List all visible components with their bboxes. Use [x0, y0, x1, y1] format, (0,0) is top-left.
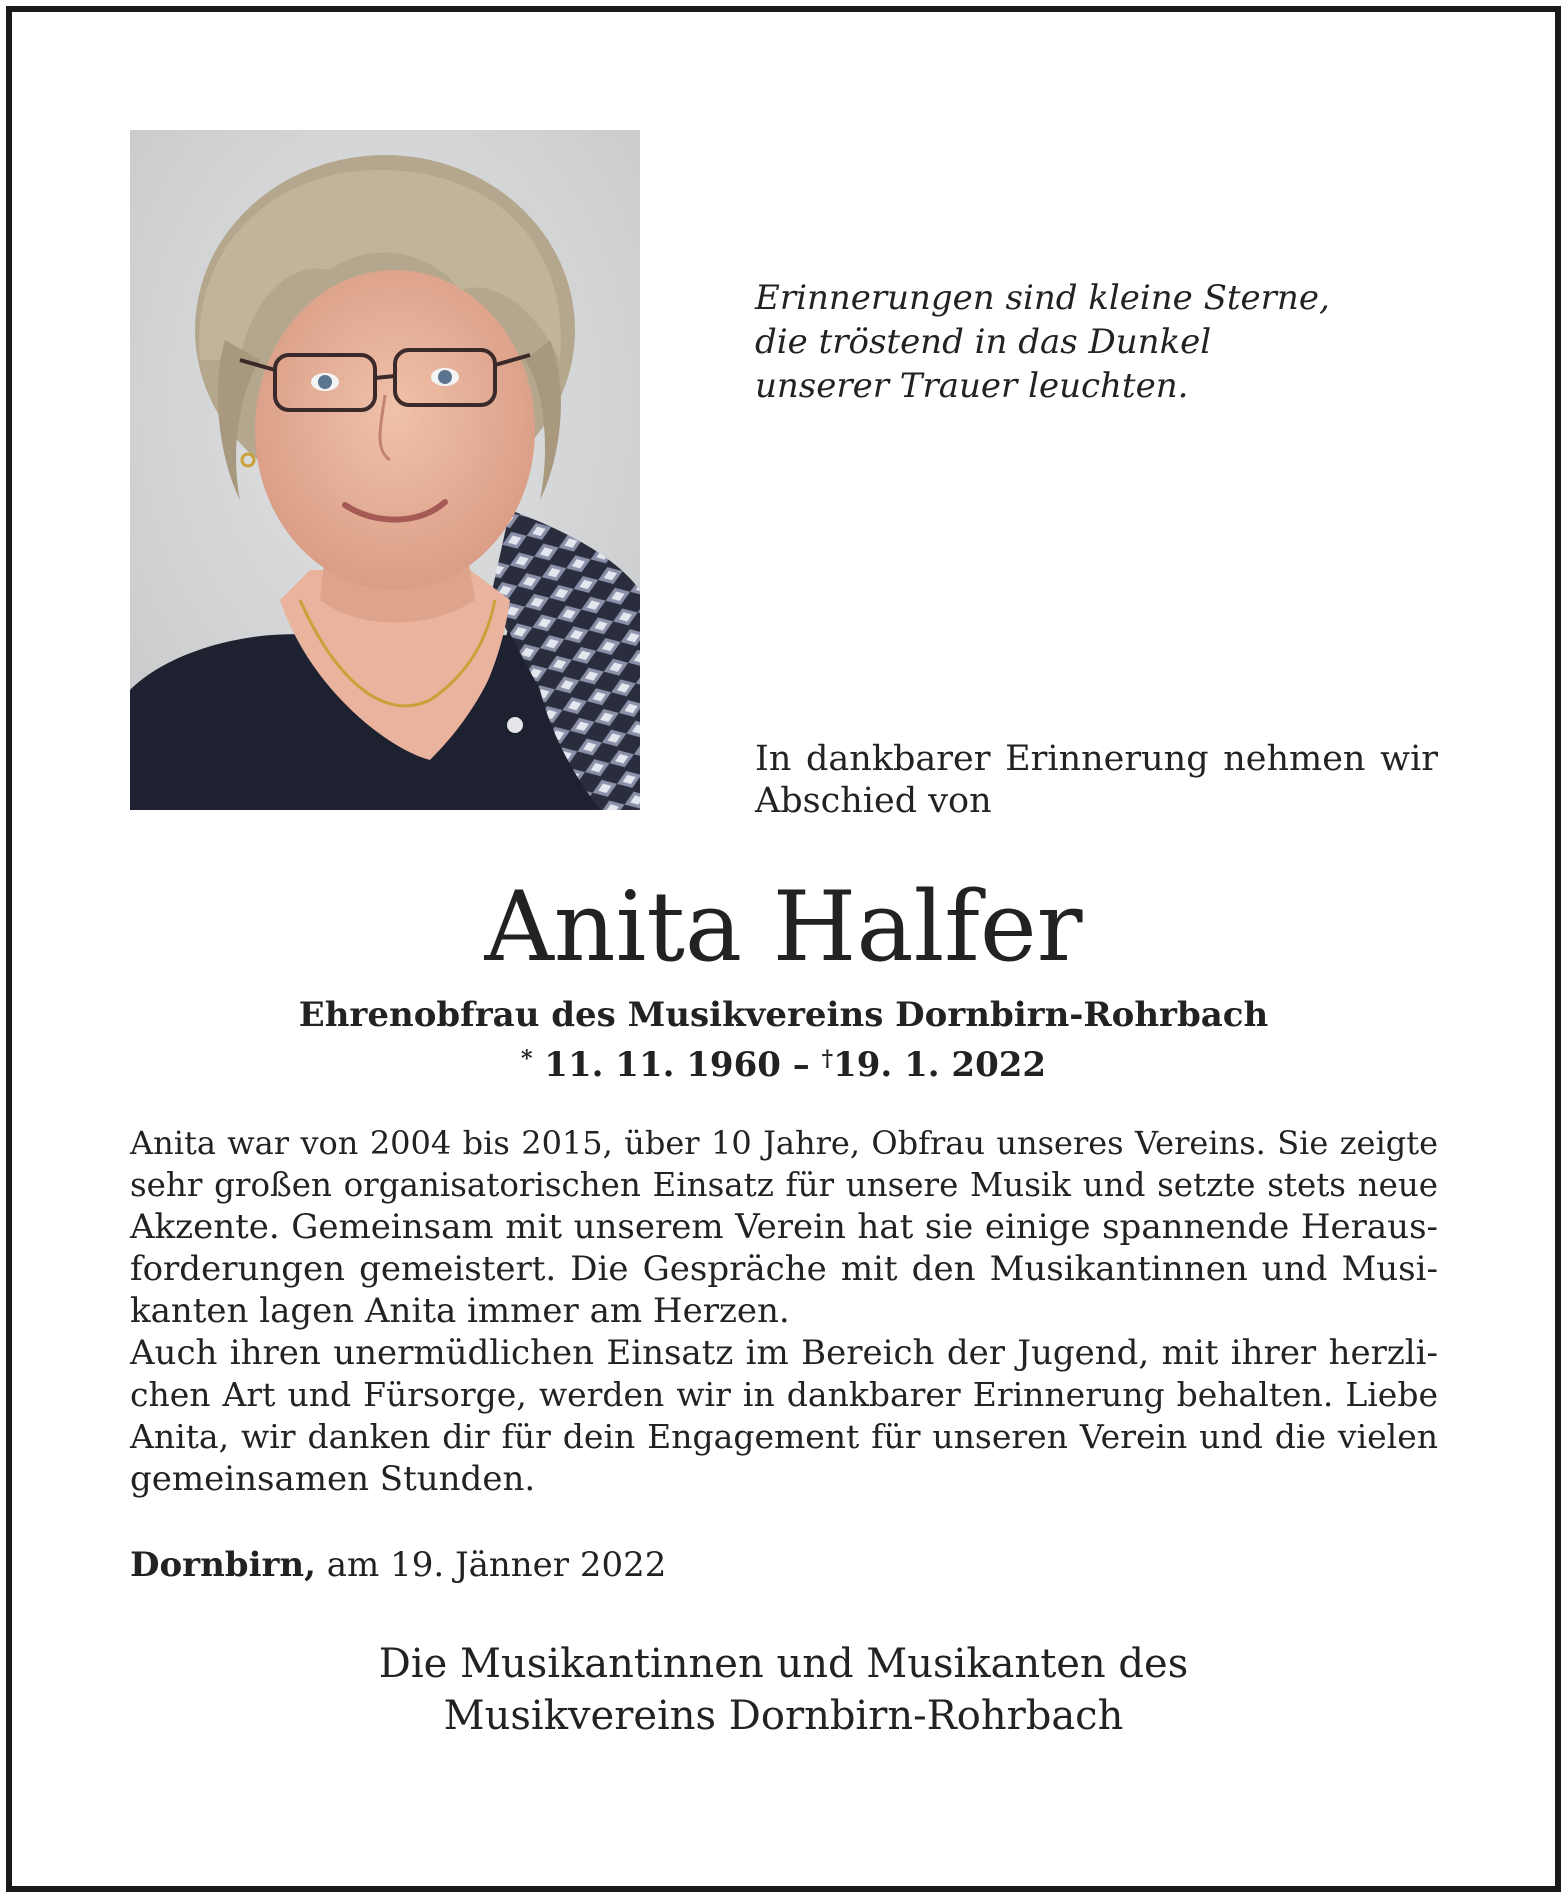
quote-line: Erinnerungen sind kleine Sterne, — [755, 278, 1330, 318]
quote-line: die tröstend in das Dunkel — [755, 322, 1212, 362]
deceased-title: Ehrenobfrau des Musikvereins Dornbirn-Rohrbach — [298, 995, 1269, 1035]
birth-symbol: * — [520, 1046, 533, 1072]
quote-line: unserer Trauer leuchten. — [755, 366, 1189, 406]
body-line: Auch ihren unermüdlichen Einsatz im Bereich der Jugend, mit ihrer herzli- — [130, 1333, 1438, 1373]
date: am 19. Jänner 2022 — [326, 1545, 667, 1585]
body-line: Anita, wir danken dir für dein Engagement für unseren Verein und die vielen — [130, 1417, 1438, 1456]
place-date — [130, 1544, 666, 1586]
body-line: forderungen gemeistert. Die Gespräche mit den Musikantinnen und Musi- — [130, 1249, 1438, 1289]
signoff-line: Musikvereins Dornbirn-Rohrbach — [443, 1693, 1124, 1739]
deceased-name: Anita Halfer — [484, 871, 1083, 983]
body-line: Anita war von 2004 bis 2015, über 10 Jahre, Obfrau unseres Vereins. Sie zeigte — [130, 1124, 1438, 1162]
portrait-icon — [130, 130, 640, 810]
obituary-body — [130, 1122, 1438, 1500]
death-symbol: † — [821, 1046, 834, 1072]
place: Dornbirn, — [130, 1545, 316, 1585]
body-line: gemeinsamen Stunden. — [130, 1459, 536, 1499]
life-dates — [0, 1038, 1567, 1086]
body-line: Akzente. Gemeinsam mit unserem Verein hat sie einige spannende Heraus- — [130, 1207, 1438, 1247]
body-line: kanten lagen Anita immer am Herzen. — [130, 1291, 790, 1331]
memorial-quote — [755, 276, 1445, 408]
death-date: 19. 1. 2022 — [833, 1045, 1047, 1085]
portrait-photo — [130, 130, 640, 810]
body-line: chen Art und Fürsorge, werden wir in dankbarer Erinnerung behalten. Liebe — [130, 1375, 1438, 1414]
body-line: sehr großen organisatorischen Einsatz für unsere Musik und setzte stets neue — [130, 1166, 1438, 1204]
signoff — [0, 1638, 1567, 1742]
signoff-line: Die Musikantinnen und Musikanten des — [378, 1641, 1189, 1687]
birth-date: 11. 11. 1960 — [544, 1045, 781, 1085]
intro-text: In dankbarer Erinnerung nehmen wir Abschied von — [755, 739, 1438, 821]
dates-dash: – — [792, 1045, 810, 1085]
